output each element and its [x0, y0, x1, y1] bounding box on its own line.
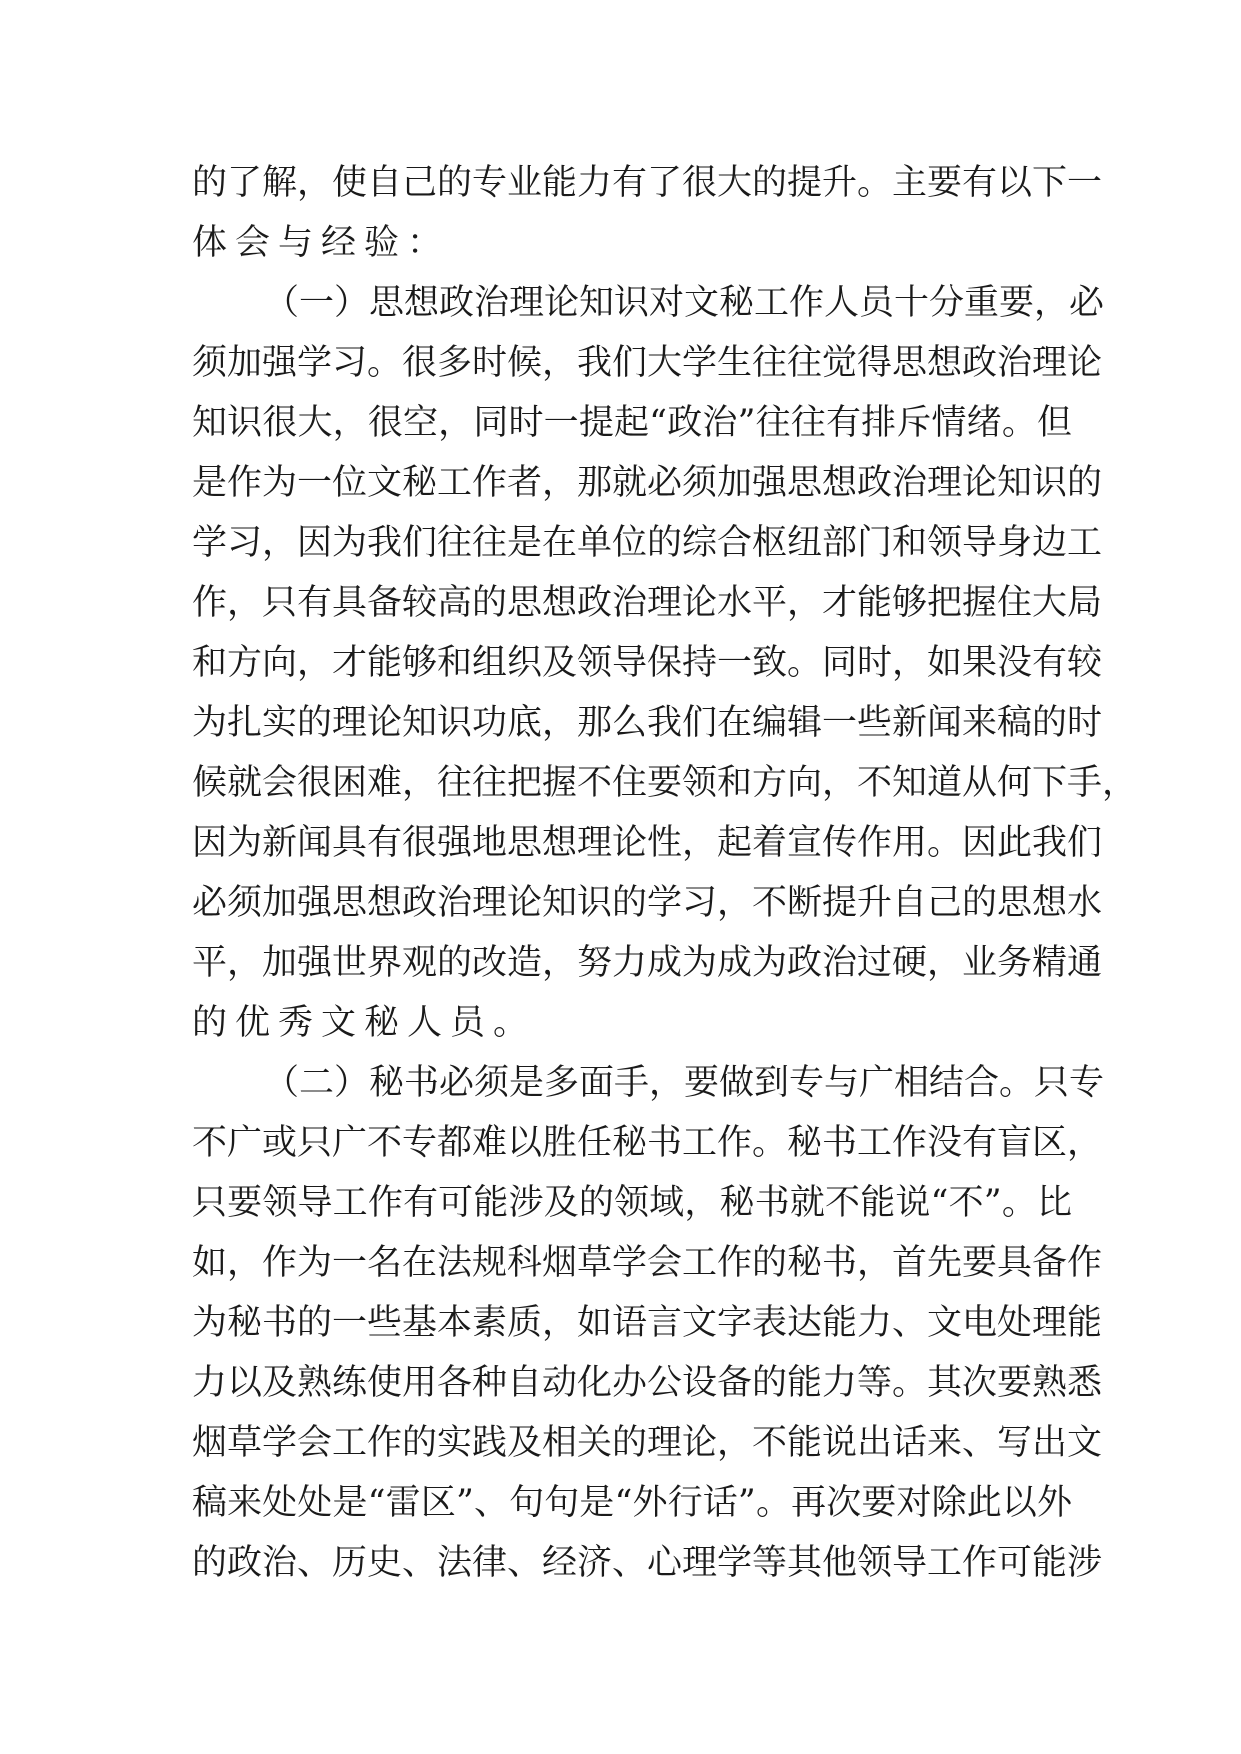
text-line: 作，只有具备较高的思想政治理论水平，才能够把握住大局: [192, 583, 1103, 623]
text-line: 只要领导工作有可能涉及的领域，秘书就不能说“不”。比: [192, 1183, 1072, 1223]
text-line: 须加强学习。很多时候，我们大学生往往觉得思想政治理论: [192, 343, 1103, 383]
text-line: 必须加强思想政治理论知识的学习，不断提升自己的思想水: [192, 883, 1103, 923]
section-heading-line: （一）思想政治理论知识对文秘工作人员十分重要，必: [264, 283, 1105, 323]
text-line: 稿来处处是“雷区”、句句是“外行话”。再次要对除此以外: [192, 1483, 1072, 1523]
body-text: [192, 153, 1138, 1593]
text-line: 的了解，使自己的专业能力有了很大的提升。主要有以下一: [192, 163, 1103, 203]
text-line: 力以及熟练使用各种自动化办公设备的能力等。其次要熟悉: [192, 1363, 1103, 1403]
text-line: 烟草学会工作的实践及相关的理论，不能说出话来、写出文: [192, 1423, 1103, 1463]
text-line: 为秘书的一些基本素质，如语言文字表达能力、文电处理能: [192, 1303, 1103, 1343]
text-line: 候就会很困难，往往把握不住要领和方向，不知道从何下手，: [192, 763, 1138, 803]
text-line: 因为新闻具有很强地思想理论性，起着宣传作用。因此我们: [192, 823, 1103, 863]
text-line: 体会与经验：: [192, 223, 451, 263]
text-line: 学习，因为我们往往是在单位的综合枢纽部门和领导身边工: [192, 523, 1103, 563]
text-line: 为扎实的理论知识功底，那么我们在编辑一些新闻来稿的时: [192, 703, 1103, 743]
section-heading-line: （二）秘书必须是多面手，要做到专与广相结合。只专: [264, 1063, 1105, 1103]
text-line: 知识很大，很空，同时一提起“政治”往往有排斥情绪。但: [192, 403, 1072, 443]
text-line: 平，加强世界观的改造，努力成为成为政治过硬，业务精通: [192, 943, 1103, 983]
text-line: 不广或只广不专都难以胜任秘书工作。秘书工作没有盲区，: [192, 1123, 1103, 1163]
text-line: 如，作为一名在法规科烟草学会工作的秘书，首先要具备作: [192, 1243, 1103, 1283]
text-line: 和方向，才能够和组织及领导保持一致。同时，如果没有较: [192, 643, 1103, 683]
text-line: 的政治、历史、法律、经济、心理学等其他领导工作可能涉: [192, 1543, 1103, 1583]
text-line: 是作为一位文秘工作者，那就必须加强思想政治理论知识的: [192, 463, 1103, 503]
text-line: 的优秀文秘人员。: [192, 1003, 537, 1043]
